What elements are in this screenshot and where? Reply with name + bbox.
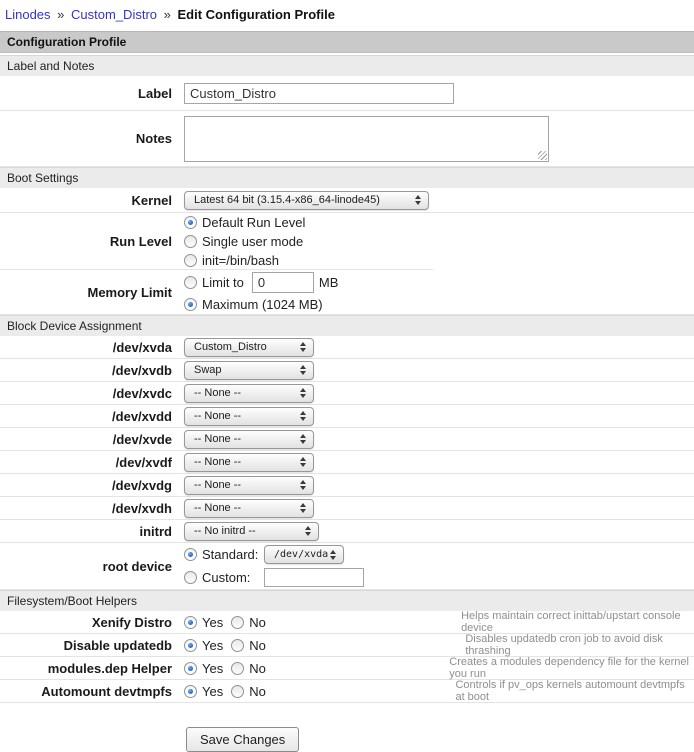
helper-row-modules-dep: [0, 657, 694, 680]
helper-label: modules.dep Helper: [47, 660, 172, 676]
kernel-row: [0, 188, 694, 213]
run-level-init-bash-label: init=/bin/bash: [202, 253, 279, 268]
helper-help-text: Controls if pv_ops kernels automount devtmpfs at boot: [455, 679, 685, 703]
initrd-select[interactable]: [184, 522, 319, 541]
breadcrumb-separator: »: [163, 7, 171, 22]
select-stepper-icon: [300, 434, 306, 444]
run-level-single-user-label: Single user mode: [202, 234, 304, 249]
kernel-label: Kernel: [131, 192, 172, 208]
root-device-row: [0, 543, 694, 590]
kernel-select[interactable]: [184, 191, 429, 210]
helper-row-automount-devtmpfs: [0, 680, 694, 703]
device-select-value: -- None --: [194, 433, 242, 445]
device-select-xvdf[interactable]: [184, 453, 314, 472]
automount-devtmpfs-yes-radio[interactable]: [184, 685, 197, 698]
select-stepper-icon: [300, 503, 306, 513]
device-select-value: -- None --: [194, 479, 242, 491]
helper-help-text: Creates a modules dependency file for the kernel you run: [449, 656, 689, 680]
root-device-standard-select[interactable]: [264, 545, 344, 564]
kernel-select-value: Latest 64 bit (3.15.4-x86_64-linode45): [194, 194, 380, 206]
helper-help-text: Disables updatedb cron job to avoid disk thrashing: [465, 633, 663, 657]
root-device-standard-radio[interactable]: [184, 548, 197, 561]
modules-dep-yes-radio[interactable]: [184, 662, 197, 675]
yes-label: Yes: [202, 637, 224, 653]
device-label: /dev/xvdc: [112, 385, 172, 401]
breadcrumb-separator: »: [57, 7, 65, 22]
breadcrumb-link-custom-distro[interactable]: Custom_Distro: [71, 7, 157, 22]
device-label: /dev/xvdd: [112, 408, 172, 424]
no-label: No: [249, 637, 266, 653]
memory-limit-unit: MB: [318, 275, 339, 290]
device-select-value: -- None --: [194, 410, 242, 422]
device-row-xvdf: [0, 451, 694, 474]
device-select-xvdg[interactable]: [184, 476, 314, 495]
no-label: No: [249, 614, 266, 630]
device-label: /dev/xvdh: [112, 500, 172, 516]
memory-limit-row: [0, 270, 694, 315]
save-changes-button[interactable]: Save Changes: [186, 727, 299, 752]
device-select-xvdb[interactable]: [184, 361, 314, 380]
memory-maximum-radio[interactable]: [184, 298, 197, 311]
select-stepper-icon: [415, 195, 421, 205]
panel-title: Configuration Profile: [0, 31, 694, 53]
notes-textarea[interactable]: [184, 116, 549, 162]
run-level-row: [0, 213, 694, 270]
device-label: /dev/xvdg: [112, 477, 172, 493]
notes-textarea-wrap: [184, 116, 549, 162]
yes-label: Yes: [202, 683, 224, 699]
root-device-custom-label: Custom:: [202, 570, 251, 585]
helper-label: Xenify Distro: [91, 614, 172, 630]
root-device-custom-input[interactable]: [264, 568, 364, 587]
device-label: /dev/xvde: [112, 431, 172, 447]
device-label: /dev/xvdb: [112, 362, 172, 378]
device-label: /dev/xvdf: [115, 454, 172, 470]
device-label: /dev/xvda: [112, 339, 172, 355]
no-label: No: [249, 660, 266, 676]
memory-limit-to-label: Limit to: [202, 275, 244, 290]
device-select-value: -- None --: [194, 387, 242, 399]
run-level-init-bash-radio[interactable]: [184, 254, 197, 267]
device-row-xvde: [0, 428, 694, 451]
device-row-xvdd: [0, 405, 694, 428]
yes-label: Yes: [202, 614, 224, 630]
select-stepper-icon: [300, 480, 306, 490]
select-stepper-icon: [300, 342, 306, 352]
device-select-xvdh[interactable]: [184, 499, 314, 518]
run-level-default-radio[interactable]: [184, 216, 197, 229]
device-row-xvdb: [0, 359, 694, 382]
select-stepper-icon: [300, 457, 306, 467]
section-header-filesystem-boot-helpers: Filesystem/Boot Helpers: [0, 590, 694, 611]
modules-dep-no-radio[interactable]: [231, 662, 244, 675]
device-row-xvdc: [0, 382, 694, 405]
notes-row: [0, 111, 694, 167]
initrd-select-value: -- No initrd --: [194, 525, 256, 537]
device-row-xvdh: [0, 497, 694, 520]
label-field-label: Label: [138, 85, 172, 101]
label-input[interactable]: [184, 83, 454, 104]
notes-field-label: Notes: [135, 131, 172, 146]
section-header-block-device-assignment: Block Device Assignment: [0, 315, 694, 336]
breadcrumb: [0, 0, 694, 31]
root-device-standard-label: Standard:: [202, 547, 259, 562]
yes-label: Yes: [202, 660, 224, 676]
select-stepper-icon: [300, 411, 306, 421]
breadcrumb-current: Edit Configuration Profile: [177, 7, 335, 22]
label-row: [0, 76, 694, 111]
device-row-xvdg: [0, 474, 694, 497]
device-select-value: Swap: [194, 364, 222, 376]
section-header-boot-settings: Boot Settings: [0, 167, 694, 188]
root-device-custom-radio[interactable]: [184, 571, 197, 584]
section-header-label-and-notes: Label and Notes: [0, 55, 694, 76]
device-select-xvda[interactable]: [184, 338, 314, 357]
initrd-label: initrd: [139, 523, 172, 539]
xenify-distro-no-radio[interactable]: [231, 616, 244, 629]
breadcrumb-link-linodes[interactable]: Linodes: [5, 7, 51, 22]
device-select-xvdc[interactable]: [184, 384, 314, 403]
device-select-xvde[interactable]: [184, 430, 314, 449]
device-select-value: Custom_Distro: [194, 341, 267, 353]
disable-updatedb-yes-radio[interactable]: [184, 639, 197, 652]
xenify-distro-yes-radio[interactable]: [184, 616, 197, 629]
device-row-xvda: [0, 336, 694, 359]
device-select-xvdd[interactable]: [184, 407, 314, 426]
run-level-default-label: Default Run Level: [202, 215, 306, 230]
run-level-label: Run Level: [109, 234, 172, 249]
helper-help-text: Helps maintain correct inittab/upstart console device: [461, 610, 681, 634]
helper-label: Disable updatedb: [63, 637, 172, 653]
select-stepper-icon: [305, 526, 311, 536]
device-select-value: -- None --: [194, 456, 242, 468]
no-label: No: [249, 683, 266, 699]
memory-limit-label: Memory Limit: [87, 284, 172, 300]
configuration-panel: [0, 31, 694, 752]
helper-label: Automount devtmpfs: [41, 683, 172, 699]
memory-limit-input[interactable]: [252, 272, 314, 293]
select-stepper-icon: [300, 388, 306, 398]
memory-limit-to-radio[interactable]: [184, 276, 197, 289]
helper-row-xenify-distro: [0, 611, 694, 634]
automount-devtmpfs-no-radio[interactable]: [231, 685, 244, 698]
select-stepper-icon: [300, 365, 306, 375]
disable-updatedb-no-radio[interactable]: [231, 639, 244, 652]
save-row: [0, 703, 694, 752]
root-device-label: root device: [102, 558, 172, 574]
initrd-row: [0, 520, 694, 543]
select-stepper-icon: [330, 550, 336, 560]
run-level-single-user-radio[interactable]: [184, 235, 197, 248]
device-select-value: -- None --: [194, 502, 242, 514]
memory-maximum-label: Maximum (1024 MB): [202, 297, 323, 312]
root-device-select-value: /dev/xvda: [274, 549, 329, 560]
helper-row-disable-updatedb: [0, 634, 694, 657]
